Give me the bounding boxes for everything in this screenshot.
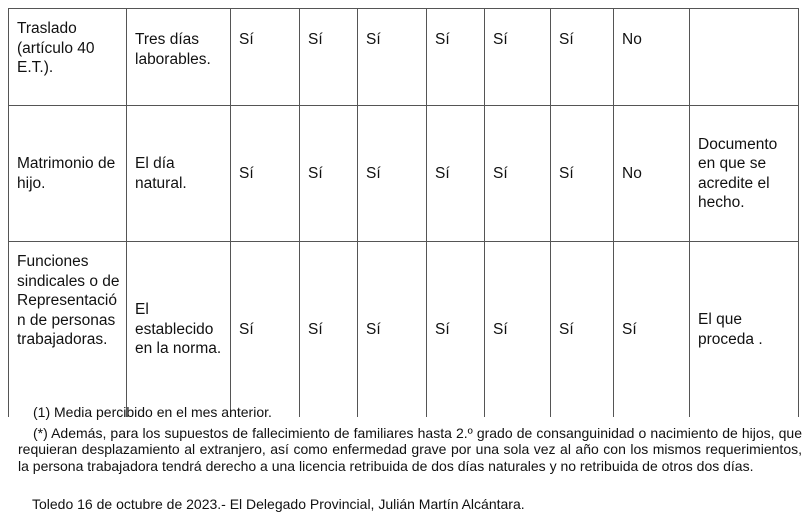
footnote-1: (1) Media percibido en el mes anterior. [33,404,272,420]
concept-cell: Matrimonio de hijo. [9,106,127,242]
document-cell: El que proceda . [690,242,799,418]
value-cell: No [614,9,690,106]
footnotes [18,404,802,474]
value-cell: Sí [300,9,358,106]
document-cell: Documento en que se acredite el hecho. [690,106,799,242]
value-cell: Sí [614,242,690,418]
benefits-table [8,8,799,417]
table-row [9,242,799,418]
value-cell: Sí [485,242,551,418]
value-cell: Sí [358,9,427,106]
duration-cell: El día natural. [127,106,231,242]
duration-cell: Tres días laborables. [127,9,231,106]
value-cell: Sí [231,106,300,242]
signature-line: Toledo 16 de octubre de 2023.- El Delegado Provincial, Julián Martín Alcántara. [32,496,525,512]
duration-cell: El establecido en la norma. [127,242,231,418]
value-cell: Sí [358,242,427,418]
document-cell [690,9,799,106]
table-row [9,106,799,242]
value-cell: Sí [485,9,551,106]
value-cell: Sí [485,106,551,242]
value-cell: Sí [427,106,485,242]
value-cell: Sí [551,242,614,418]
value-cell: Sí [551,106,614,242]
value-cell: Sí [358,106,427,242]
footnote-asterisk: (*) Además, para los supuestos de fallecimiento de familiares hasta 2.º grado de consanguinidad o nacimiento de hijos, que requieran desplazamiento al extranjero, así como enfermedad grave por una sola vez al año con los mismos requerimientos, la persona trabajadora tendrá derecho a una licencia retribuida de dos días naturales y no retribuida de otros dos días. [18,424,802,474]
concept-cell: Traslado (artículo 40 E.T.). [9,9,127,106]
value-cell: Sí [300,106,358,242]
value-cell: Sí [231,9,300,106]
table-row [9,9,799,106]
value-cell: No [614,106,690,242]
value-cell: Sí [427,9,485,106]
value-cell: Sí [300,242,358,418]
concept-cell: Funciones sindicales o de Representació n de personas trabajadoras. [9,242,127,418]
value-cell: Sí [231,242,300,418]
value-cell: Sí [551,9,614,106]
value-cell: Sí [427,242,485,418]
